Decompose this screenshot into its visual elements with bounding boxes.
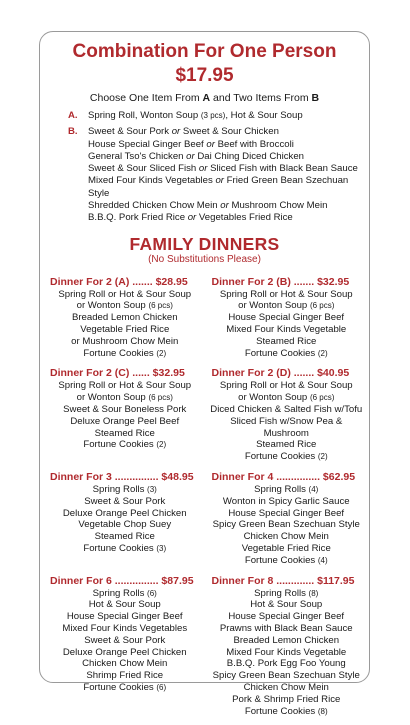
quantity-note: (2) — [317, 348, 328, 358]
choose-instruction: Choose One Item From A and Two Items From B — [89, 92, 320, 104]
menu-line — [210, 658, 364, 670]
menu-line — [48, 404, 202, 416]
dinner-package — [48, 367, 202, 463]
family-dinners-subtitle: (No Substitutions Please) — [148, 253, 261, 265]
menu-line — [210, 496, 364, 508]
quantity-note: (4) — [317, 555, 328, 565]
menu-line — [210, 588, 364, 600]
quantity-note: (2) — [317, 452, 328, 462]
item-text: Breaded Lemon Chicken — [233, 634, 340, 646]
menu-line — [48, 300, 202, 312]
menu-line — [210, 380, 364, 392]
menu-line — [210, 348, 364, 360]
menu-line — [210, 312, 364, 324]
item-text: Fortune Cookies — [244, 705, 318, 717]
item-text: Fortune Cookies — [83, 439, 157, 451]
item-text: Spicy Green Bean Szechuan Style — [212, 670, 360, 682]
menu-line — [210, 670, 364, 682]
dinner-package — [48, 471, 202, 567]
menu-line — [48, 658, 202, 670]
quantity-note: (2) — [156, 440, 167, 450]
item-text: B.B.Q. Pork Fried Rice — [88, 212, 188, 224]
item-text: Shrimp Fried Rice — [86, 670, 164, 682]
dinner-heading: Dinner For 4 ............... $62.95 — [211, 471, 356, 484]
group-a-lines — [88, 110, 369, 122]
combination-title: Combination For One Person — [72, 41, 337, 62]
item-text: Sliced Fish w/Snow Pea & Mushroom — [230, 415, 343, 439]
item-text: Steamed Rice — [256, 335, 317, 347]
item-text: Vegetable Fried Rice — [241, 543, 331, 555]
menu-line — [210, 599, 364, 611]
menu-line — [210, 531, 364, 543]
dinner-heading: Dinner For 6 ............... $87.95 — [50, 574, 194, 587]
quantity-note: (6 pcs) — [309, 301, 335, 311]
item-text: Sweet & Sour Boneless Pork — [63, 404, 187, 416]
menu-line — [48, 682, 202, 694]
or-word: or — [171, 126, 181, 138]
item-text: House Special Ginger Beef — [66, 611, 183, 623]
item-text: Mushroom Chow Mein — [228, 200, 328, 212]
menu-line — [210, 543, 364, 555]
item-text: or Wonton Soup — [238, 300, 310, 312]
family-dinners-title: FAMILY DINNERS — [129, 233, 280, 254]
item-text: or Mushroom Chow Mein — [71, 335, 179, 347]
menu-line — [48, 439, 202, 451]
dinner-package — [210, 276, 364, 360]
item-text: Deluxe Orange Peel Beef — [70, 415, 180, 427]
menu-line — [210, 439, 364, 451]
menu-line — [48, 428, 202, 440]
menu-line — [210, 300, 364, 312]
menu-line — [88, 126, 369, 138]
menu-line — [48, 508, 202, 520]
menu-line — [48, 623, 202, 635]
menu-line — [88, 212, 369, 224]
group-a-letter: A. — [68, 110, 78, 121]
menu-line — [48, 336, 202, 348]
item-text: Fortune Cookies — [83, 543, 157, 555]
quantity-note: (4) — [308, 485, 319, 495]
menu-line — [48, 496, 202, 508]
item-text: Sweet & Sour Pork — [88, 126, 172, 138]
menu-line — [88, 163, 369, 175]
combination-price: $17.95 — [175, 65, 234, 86]
item-text: Beef with Broccoli — [214, 138, 294, 150]
menu-line — [210, 404, 364, 416]
menu-line — [210, 623, 364, 635]
menu-line — [48, 588, 202, 600]
quantity-note: (3 pcs) — [200, 111, 226, 120]
item-text: Breaded Lemon Chicken — [71, 312, 178, 324]
menu-line — [88, 151, 369, 163]
menu-line — [210, 289, 364, 301]
menu-line — [210, 392, 364, 404]
item-text: Mixed Four Kinds Vegetables — [88, 175, 216, 187]
menu-line — [48, 484, 202, 496]
menu-line — [48, 380, 202, 392]
item-text: Chicken Chow Mein — [243, 531, 329, 543]
dinner-heading: Dinner For 3 ............... $48.95 — [50, 471, 194, 484]
item-text: Spring Roll or Hot & Sour Soup — [219, 288, 353, 300]
quantity-note: (8) — [308, 588, 319, 598]
item-text: or Wonton Soup — [76, 392, 149, 404]
menu-card — [39, 31, 370, 717]
item-text: Mixed Four Kinds Vegetables — [62, 623, 188, 634]
menu-line — [88, 110, 369, 122]
item-text: Spring Roll, Wonton Soup — [88, 110, 201, 121]
menu-line — [210, 635, 364, 647]
quantity-note: (3) — [156, 544, 167, 554]
item-text: Spring Roll or Hot & Sour Soup — [58, 288, 192, 300]
menu-line — [210, 336, 364, 348]
dinner-heading: Dinner For 2 (A) ....... $28.95 — [50, 275, 188, 288]
item-text: Fortune Cookies — [83, 681, 157, 693]
item-text: Fortune Cookies — [244, 554, 318, 566]
item-text: Fortune Cookies — [244, 451, 318, 463]
item-text: Steamed Rice — [256, 439, 317, 451]
quantity-note: (6 pcs) — [148, 393, 173, 403]
item-text: or Wonton Soup — [238, 392, 310, 404]
or-word: or — [215, 175, 224, 187]
menu-line — [210, 611, 364, 623]
item-text: Spring Rolls — [92, 484, 148, 496]
menu-line — [48, 324, 202, 336]
group-a — [40, 110, 369, 122]
item-text: Mixed Four Kinds Vegetable — [226, 324, 347, 336]
group-b-letter: B. — [68, 126, 78, 138]
menu-line — [210, 451, 364, 463]
quantity-note: (2) — [156, 348, 167, 358]
item-text: Steamed Rice — [94, 427, 155, 439]
item-text: Spring Rolls — [254, 484, 309, 496]
dinner-heading: Dinner For 2 (B) ....... $32.95 — [211, 275, 350, 288]
item-text: House Special Ginger Beef — [88, 138, 207, 150]
quantity-note: (8) — [317, 706, 328, 716]
quantity-note: (6 pcs) — [148, 301, 173, 311]
menu-line — [88, 175, 369, 200]
item-text: Steamed Rice — [94, 531, 155, 543]
item-text: Spring Roll or Hot & Sour Soup — [219, 380, 353, 392]
dinner-heading: Dinner For 2 (D) ....... $40.95 — [211, 367, 350, 380]
item-text: Spring Rolls — [92, 587, 148, 599]
menu-line — [210, 416, 364, 440]
item-text: B.B.Q. Pork Egg Foo Young — [226, 658, 346, 670]
dinner-package — [210, 367, 364, 463]
menu-line — [210, 555, 364, 567]
item-text: Spring Roll or Hot & Sour Soup — [58, 380, 192, 392]
menu-line — [48, 289, 202, 301]
menu-line — [48, 416, 202, 428]
item-text: House Special Ginger Beef — [228, 507, 345, 519]
or-word: or — [206, 138, 215, 150]
item-text: Prawns with Black Bean Sauce — [219, 623, 353, 634]
dinner-package — [48, 575, 202, 718]
menu-line — [210, 484, 364, 496]
dinner-package — [48, 276, 202, 360]
item-text: Hot & Sour Soup — [250, 599, 323, 611]
item-text: Sweet & Sour Pork — [84, 634, 166, 646]
or-word: or — [220, 200, 229, 212]
item-text: Sweet & Sour Pork — [84, 495, 166, 507]
or-word: or — [198, 163, 208, 175]
menu-line — [48, 670, 202, 682]
combination-groups — [40, 110, 369, 225]
item-text: Vegetable Fried Rice — [80, 324, 170, 336]
dinner-package — [210, 575, 364, 718]
dinner-heading: Dinner For 8 ............. $117.95 — [211, 574, 355, 587]
quantity-note: (6 pcs) — [309, 393, 335, 403]
or-word: or — [187, 212, 197, 224]
item-text: Chicken Chow Mein — [82, 658, 168, 670]
item-text: Fortune Cookies — [83, 347, 157, 359]
item-text: Deluxe Orange Peel Chicken — [62, 646, 187, 658]
item-text: Shredded Chicken Chow Mein — [88, 200, 221, 212]
item-text: Wonton in Spicy Garlic Sauce — [222, 495, 350, 507]
menu-line — [48, 647, 202, 659]
item-text: or Wonton Soup — [76, 300, 149, 312]
menu-line — [48, 519, 202, 531]
quantity-note: (6) — [156, 682, 167, 692]
item-text: House Special Ginger Beef — [228, 611, 345, 623]
menu-line — [210, 706, 364, 718]
item-text: Chicken Chow Mein — [243, 681, 329, 693]
menu-line — [88, 139, 369, 151]
item-text: Deluxe Orange Peel Chicken — [62, 507, 187, 519]
item-text: Dai Ching Diced Chicken — [194, 150, 305, 162]
menu-line — [88, 200, 369, 212]
menu-line — [210, 324, 364, 336]
menu-line — [48, 611, 202, 623]
item-text: Sliced Fish with Black Bean Sauce — [207, 163, 358, 175]
item-text: Spring Rolls — [254, 587, 309, 599]
menu-line — [48, 392, 202, 404]
menu-line — [48, 543, 202, 555]
quantity-note: (3) — [147, 485, 157, 495]
dinner-package — [210, 471, 364, 567]
item-text: Fortune Cookies — [244, 347, 318, 359]
menu-line — [48, 531, 202, 543]
group-b-lines — [88, 126, 369, 224]
menu-line — [210, 682, 364, 694]
item-text: Sweet & Sour Sliced Fish — [88, 163, 199, 175]
dinner-heading: Dinner For 2 (C) ...... $32.95 — [50, 367, 185, 380]
menu-line — [48, 599, 202, 611]
group-b — [40, 126, 369, 224]
item-text: Hot & Sour Soup — [88, 599, 161, 611]
or-word: or — [186, 150, 195, 162]
item-text: Vegetables Fried Rice — [196, 212, 293, 224]
item-text: Fried Green Bean Szechuan Style — [88, 175, 349, 199]
menu-line — [48, 635, 202, 647]
item-text: Spicy Green Bean Szechuan Style — [212, 519, 360, 531]
item-text: , Hot & Sour Soup — [225, 110, 303, 121]
family-dinners-grid — [40, 276, 369, 725]
menu-line — [210, 519, 364, 531]
item-text: House Special Ginger Beef — [228, 312, 345, 324]
menu-line — [48, 348, 202, 360]
item-text: Diced Chicken & Salted Fish w/Tofu — [210, 404, 363, 416]
item-text: Mixed Four Kinds Vegetable — [226, 646, 347, 658]
item-text: Vegetable Chop Suey — [78, 519, 172, 531]
item-text: General Tso's Chicken — [88, 150, 187, 162]
quantity-note: (6) — [147, 588, 157, 598]
item-text: Sweet & Sour Chicken — [180, 126, 279, 138]
item-text: Pork & Shrimp Fried Rice — [232, 693, 341, 705]
menu-line — [48, 312, 202, 324]
menu-line — [210, 647, 364, 659]
menu-line — [210, 508, 364, 520]
